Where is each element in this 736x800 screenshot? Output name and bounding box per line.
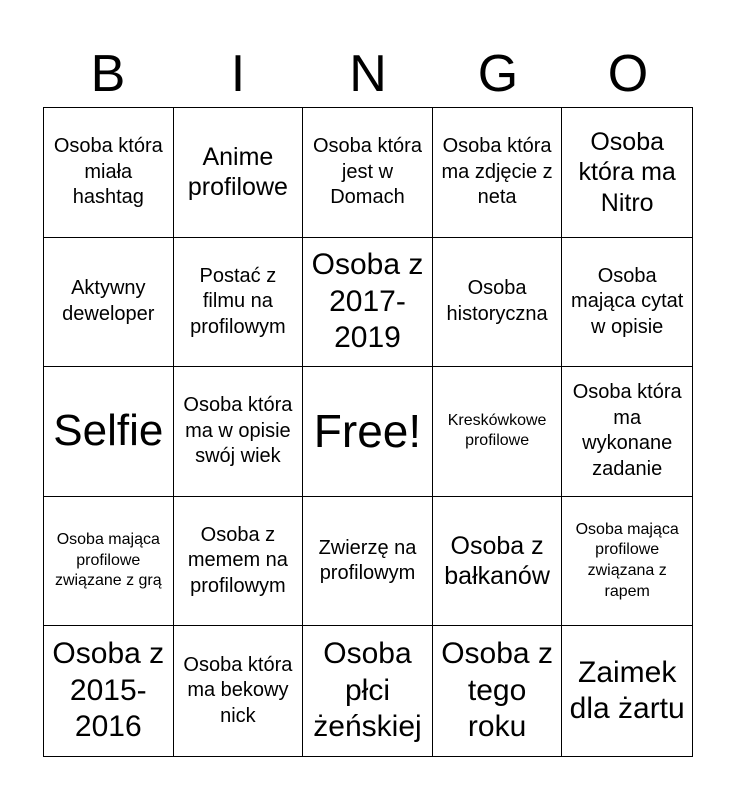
free-space[interactable] xyxy=(303,367,433,497)
cell-text: Aktywny deweloper xyxy=(62,277,155,325)
bingo-cell[interactable] xyxy=(174,367,304,497)
cell-text: Osoba mająca cytat w opisie xyxy=(571,264,684,338)
header-letter-i: I xyxy=(230,45,246,103)
cell-text: Osoba z tego roku xyxy=(441,637,553,744)
cell-text: Osoba mająca profilowe związana z rapem xyxy=(575,520,679,600)
bingo-cell[interactable] xyxy=(44,108,174,238)
bingo-cell[interactable] xyxy=(44,238,174,368)
bingo-cell[interactable] xyxy=(44,626,174,756)
cell-text: Osoba która ma bekowy nick xyxy=(183,653,293,727)
bingo-cell[interactable] xyxy=(433,367,563,497)
cell-text: Osoba mająca profilowe związane z grą xyxy=(54,530,162,590)
cell-text: Osoba z bałkanów xyxy=(444,531,550,591)
header-letter-o: O xyxy=(607,45,649,103)
cell-text: Osoba z 2017-2019 xyxy=(311,248,424,355)
header-letter-n: N xyxy=(349,45,387,103)
bingo-cell[interactable] xyxy=(562,626,692,756)
bingo-cell[interactable] xyxy=(562,367,692,497)
cell-text: Osoba która ma w opisie swój wiek xyxy=(183,394,293,468)
bingo-cell[interactable] xyxy=(562,238,692,368)
bingo-cell[interactable] xyxy=(562,497,692,627)
bingo-cell[interactable] xyxy=(303,238,433,368)
bingo-cell[interactable] xyxy=(303,108,433,238)
cell-text: Anime profilowe xyxy=(187,142,288,202)
header-letter-b: B xyxy=(90,45,126,103)
bingo-cell[interactable] xyxy=(303,497,433,627)
cell-text: Osoba z memem na profilowym xyxy=(187,523,288,597)
cell-text: Osoba która jest w Domach xyxy=(313,134,422,209)
bingo-cell[interactable] xyxy=(44,497,174,627)
bingo-cell[interactable] xyxy=(303,626,433,756)
cell-text: Zwierzę na profilowym xyxy=(318,536,417,585)
bingo-cell[interactable] xyxy=(562,108,692,238)
bingo-board xyxy=(43,107,693,757)
cell-text: Postać z filmu na profilowym xyxy=(190,264,286,338)
bingo-cell[interactable] xyxy=(433,238,563,368)
header-letter-g: G xyxy=(477,45,519,103)
bingo-cell[interactable] xyxy=(174,108,304,238)
bingo-cell[interactable] xyxy=(433,108,563,238)
cell-text: Osoba która miała hashtag xyxy=(53,134,163,209)
cell-text: Kreskówkowe profilowe xyxy=(447,411,547,450)
bingo-cell[interactable] xyxy=(433,497,563,627)
cell-text: Osoba która ma zdjęcie z neta xyxy=(441,134,553,209)
cell-text: Osoba historyczna xyxy=(446,277,548,325)
free-space-text: Free! xyxy=(313,405,422,458)
cell-text: Osoba która ma wykonane zadanie xyxy=(572,381,682,481)
cell-text: Zaimek dla żartu xyxy=(569,655,685,726)
bingo-cell[interactable] xyxy=(174,238,304,368)
bingo-cell[interactable] xyxy=(174,497,304,627)
bingo-header xyxy=(43,40,693,108)
cell-text: Selfie xyxy=(53,406,164,456)
bingo-cell[interactable] xyxy=(174,626,304,756)
cell-text: Osoba z 2015-2016 xyxy=(52,637,165,744)
bingo-cell[interactable] xyxy=(44,367,174,497)
cell-text: Osoba która ma Nitro xyxy=(578,127,676,217)
bingo-cell[interactable] xyxy=(433,626,563,756)
cell-text: Osoba płci żeńskiej xyxy=(313,637,422,744)
